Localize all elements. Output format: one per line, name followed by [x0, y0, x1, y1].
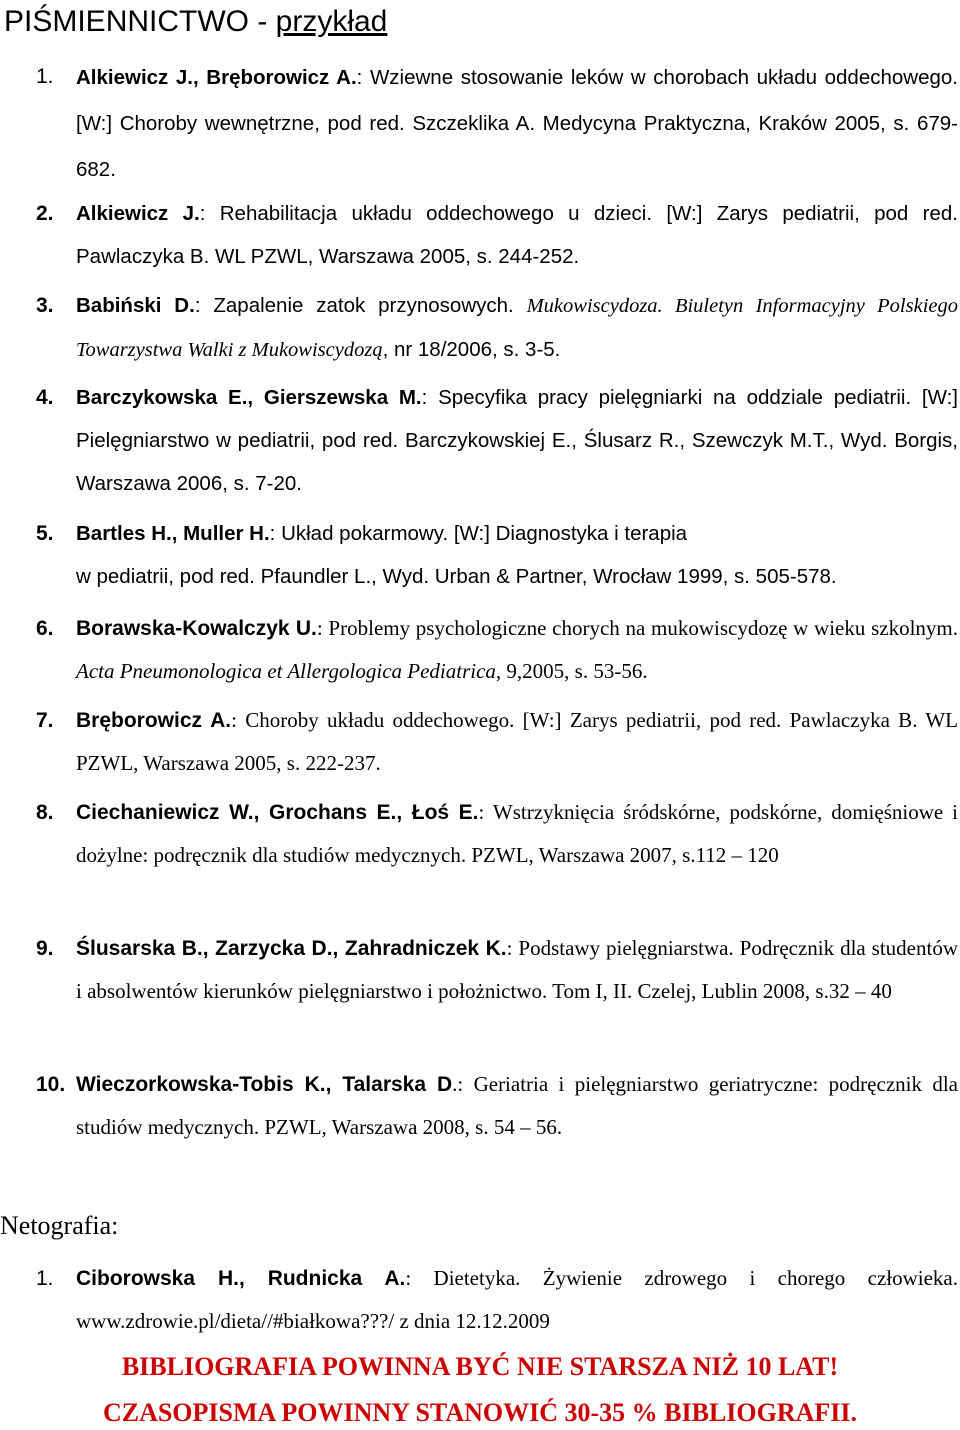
- entry-authors: Ciechaniewicz W., Grochans E., Łoś E.: [76, 801, 479, 824]
- entry-authors: Alkiewicz J.: [76, 202, 200, 225]
- entry-authors: Bartles H., Muller H.: [76, 522, 270, 545]
- entry-text: [76, 791, 958, 877]
- entry-journal: Acta Pneumonologica et Allergologica Pediatrica,: [76, 659, 502, 683]
- entry-details: : Dietetyka. Żywienie zdrowego i chorego człowieka. www.zdrowie.pl/dieta//#białkowa???/ z dnia 12.12.2009: [76, 1266, 958, 1333]
- reference-entry-4: [36, 376, 958, 505]
- entry-authors: Wieczorkowska-Tobis K., Talarska D: [76, 1073, 453, 1096]
- reference-entry-8: [36, 791, 958, 877]
- title-main: PIŚMIENNICTWO -: [4, 5, 276, 38]
- entry-number: 3.: [36, 294, 54, 317]
- entry-authors: Alkiewicz J., Bręborowicz A.: [76, 66, 357, 89]
- reference-entry-3: [36, 284, 958, 372]
- entry-text: [76, 284, 958, 372]
- title-underlined: przykład: [275, 5, 388, 38]
- entry-number: 4.: [36, 386, 54, 409]
- netography-entry-1: [36, 1257, 958, 1343]
- entry-details: : Wstrzyknięcia śródskórne, podskórne, domięśniowe i dożylne: podręcznik dla studiów medycznych. PZWL, Warszawa 2007, s.112 – 120: [76, 800, 958, 867]
- entry-details: : Rehabilitacja układu oddechowego u dzieci. [W:] Zarys pediatrii, pod red. Pawlaczyka B. WL PZWL, Warszawa 2005, s. 244-252.: [76, 202, 958, 268]
- entry-number: 2.: [36, 202, 54, 225]
- netography-heading: Netografia:: [0, 1211, 119, 1240]
- entry-number: 1.: [36, 65, 54, 88]
- entry-number: 8.: [36, 801, 54, 824]
- entry-text: [76, 927, 958, 1013]
- entry-details: : Wziewne stosowanie leków w chorobach układu oddechowego. [W:] Choroby wewnętrzne, pod red. Szczeklika A. Medycyna Praktyczna, Kraków 2005, s. 679-682.: [76, 66, 958, 181]
- entry-text: [76, 699, 958, 785]
- entry-details: : Problemy psychologiczne chorych na mukowiscydozę w wieku szkolnym.: [316, 616, 958, 640]
- entry-text: [76, 512, 958, 598]
- entry-details: : Choroby układu oddechowego. [W:] Zarys pediatrii, pod red. Pawlaczyka B. WL PZWL, Warszawa 2005, s. 222-237.: [76, 708, 959, 775]
- warning-bibliography-age: BIBLIOGRAFIA POWINNA BYĆ NIE STARSZA NIŻ 10 LAT!: [121, 1352, 839, 1381]
- entry-authors: Barczykowska E., Gierszewska M.: [76, 386, 422, 409]
- reference-entry-7: [36, 699, 958, 785]
- entry-details: : Układ pokarmowy. [W:] Diagnostyka i terapia: [269, 522, 688, 545]
- entry-text: [76, 1063, 958, 1149]
- entry-text: [76, 192, 958, 278]
- warning-journals-share: CZASOPISMA POWINNY STANOWIĆ 30-35 % BIBLIOGRAFII.: [102, 1398, 858, 1427]
- entry-text: [76, 1257, 958, 1343]
- entry-text: [76, 376, 958, 505]
- reference-entry-9: [36, 927, 958, 1013]
- reference-entry-10: [36, 1063, 958, 1149]
- entry-text: [76, 607, 958, 693]
- entry-details: : Specyfika pracy pielęgniarki na oddziale pediatrii. [W:] Pielęgniarstwo w pediatrii, pod red. Barczykowskiej E., Ślusarz R., Szewczyk M.T., Wyd. Borgis, Warszawa 2006, s. 7-20.: [76, 386, 958, 495]
- reference-entry-5: [36, 512, 958, 598]
- entry-details-line2: w pediatrii, pod red. Pfaundler L., Wyd. Urban & Partner, Wrocław 1999, s. 505-578.: [76, 565, 837, 588]
- entry-authors: Ślusarska B., Zarzycka D., Zahradniczek K.: [76, 937, 507, 960]
- entry-number: 7.: [36, 709, 54, 732]
- entry-number: 10.: [36, 1073, 66, 1096]
- entry-authors: Borawska-Kowalczyk U.: [76, 617, 317, 640]
- entry-journal: Mukowiscydoza. Biuletyn Informacyjny Polskiego Towarzystwa Walki z Mukowiscydozą: [76, 295, 958, 361]
- entry-number: 6.: [36, 617, 54, 640]
- entry-authors: Babiński D.: [76, 294, 195, 317]
- entry-details: : Zapalenie zatok przynosowych.: [194, 294, 527, 317]
- entry-authors: Bręborowicz A.: [76, 709, 232, 732]
- reference-entry-6: [36, 607, 958, 693]
- entry-number: 9.: [36, 937, 54, 960]
- reference-entry-2: [36, 192, 958, 278]
- entry-authors: Ciborowska H., Rudnicka A.: [76, 1267, 406, 1290]
- entry-details-2: 9,2005, s. 53-56.: [501, 659, 648, 683]
- entry-text: [76, 55, 958, 193]
- entry-details-2: , nr 18/2006, s. 3-5.: [382, 338, 561, 361]
- entry-details: .: Geriatria i pielęgniarstwo geriatryczne: podręcznik dla studiów medycznych. PZWL, Warszawa 2008, s. 54 – 56.: [76, 1072, 958, 1139]
- entry-number: 5.: [36, 522, 54, 545]
- reference-entry-1: [36, 55, 958, 193]
- entry-details: : Podstawy pielęgniarstwa. Podręcznik dla studentów i absolwentów kierunków pielęgniarstwo i położnictwo. Tom I, II. Czelej, Lublin 2008, s.32 – 40: [76, 936, 958, 1003]
- entry-number: 1.: [36, 1267, 54, 1290]
- page-title: [4, 2, 387, 42]
